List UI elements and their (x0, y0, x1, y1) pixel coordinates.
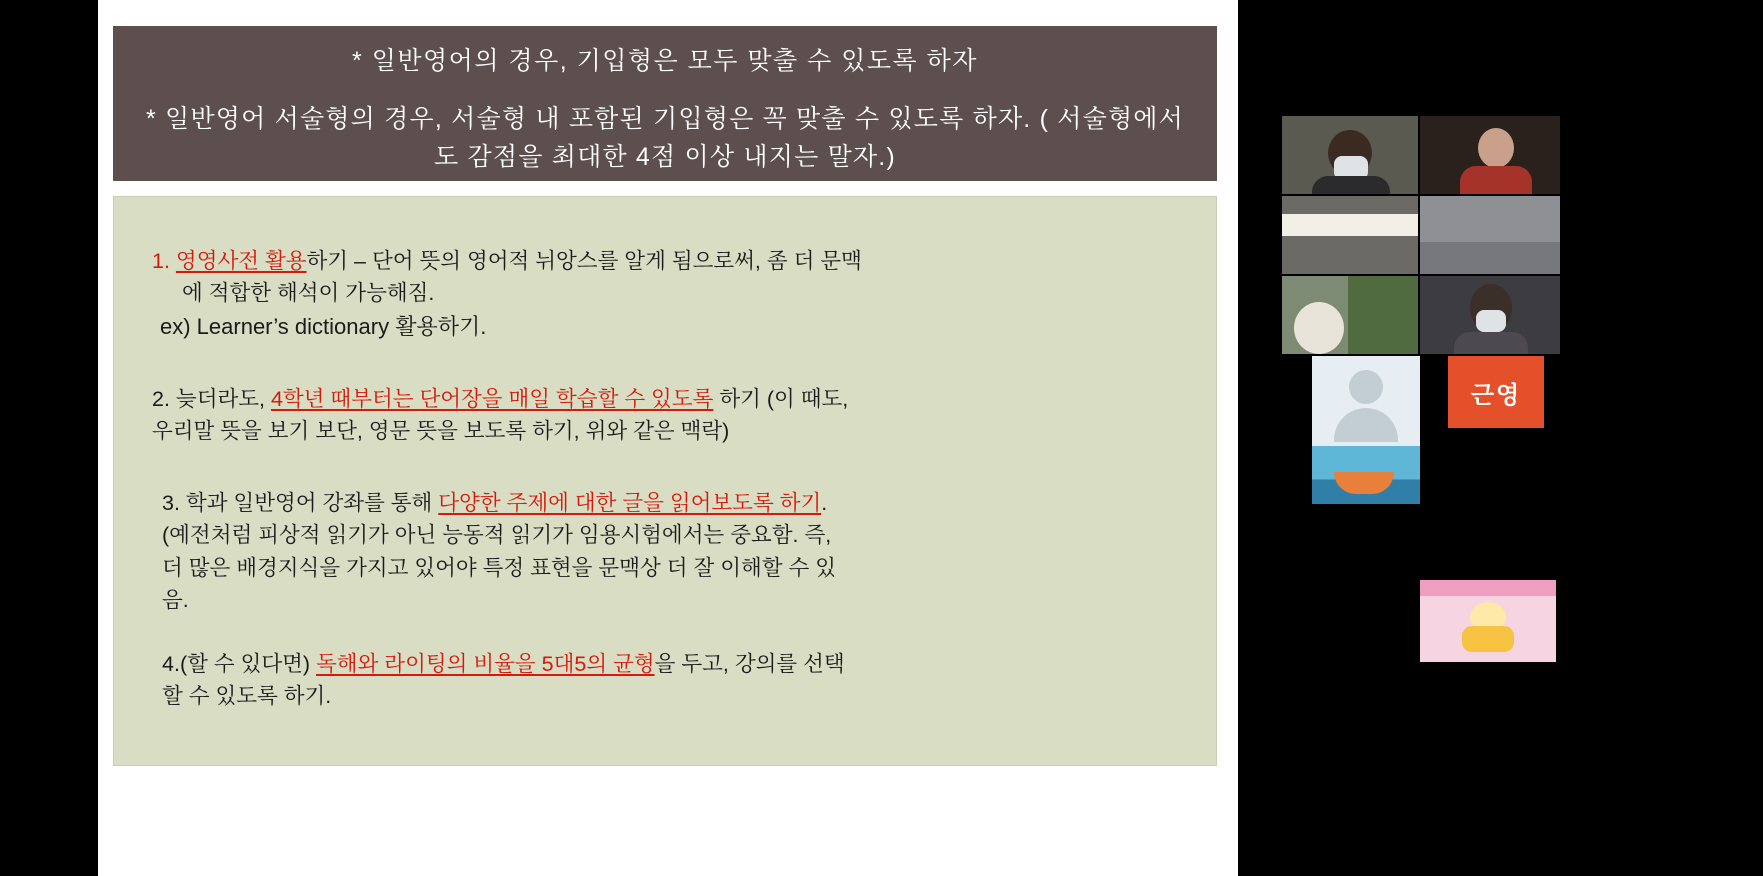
participant-tile-named[interactable] (1448, 356, 1544, 428)
item-3-continuation-2: 더 많은 배경지식을 가지고 있어야 특정 표현을 문맥상 더 잘 이해할 수 있 (162, 555, 836, 580)
item-3-highlight: 다양한 주제에 대한 글을 읽어보도록 하기 (438, 491, 822, 515)
item-2-rest: 하기 (이 때도, (713, 386, 849, 411)
item-1-rest: 하기 – 단어 뜻의 영어적 뉘앙스를 알게 됨으로써, 좀 더 문맥 (306, 249, 862, 273)
slide-header-line-2: * 일반영어 서술형의 경우, 서술형 내 포함된 기입형은 꼭 맞출 수 있도록 하자. ( 서술형에서도 감점을 최대한 4점 이상 내지는 말자.) (145, 105, 1185, 171)
avatar-photo (1312, 446, 1420, 504)
participant-tile[interactable] (1420, 276, 1560, 354)
item-2-number: 2. (152, 386, 170, 411)
item-4-rest: 을 두고, 강의를 선택 (654, 652, 845, 676)
participant-tile[interactable] (1282, 276, 1418, 354)
spacer-2 (152, 453, 1176, 487)
item-3-number: 3. (162, 491, 180, 515)
item-4-pre: (할 수 있다면) (179, 652, 317, 676)
participant-name-label: 근영 (1470, 381, 1522, 409)
shared-screen-region[interactable] (98, 0, 1238, 876)
slide-list-item-3 (152, 487, 1176, 616)
slide-list-item-1 (152, 245, 1176, 343)
item-1-number: 1. (152, 249, 170, 273)
item-1-highlight: 영영사전 활용 (175, 249, 307, 273)
participant-tile-sticker[interactable] (1420, 580, 1556, 662)
item-3-pre: 학과 일반영어 강좌를 통해 (185, 491, 439, 515)
item-1-example: ex) Learner’s dictionary 활용하기. (160, 313, 487, 339)
sticker-image (1420, 580, 1556, 662)
boat-shape (1334, 472, 1394, 494)
slide-list-item-4 (152, 648, 1176, 713)
spacer-3 (152, 622, 1176, 648)
avatar-head-icon (1349, 370, 1383, 404)
sticker-body-icon (1462, 626, 1514, 652)
slide-list-item-2 (152, 383, 1176, 448)
item-1-continuation: 에 적합한 해석이 가능해짐. (182, 281, 435, 306)
slide-body-panel (113, 196, 1217, 766)
slide-header-line-1: * 일반영어의 경우, 기입형은 모두 맞출 수 있도록 하자 (352, 47, 978, 75)
spacer-1 (152, 349, 1176, 383)
participant-tile-avatar[interactable] (1312, 356, 1420, 504)
item-3-rest: . (821, 491, 828, 515)
item-3-continuation-3: 음. (162, 587, 189, 612)
slide-header-banner (113, 26, 1217, 181)
presentation-slide (106, 8, 1230, 868)
item-2-pre: 늦더라도, (175, 386, 271, 411)
participant-tile[interactable] (1282, 196, 1418, 274)
item-4-continuation: 할 수 있도록 하기. (162, 684, 332, 709)
participant-tile[interactable] (1420, 116, 1560, 194)
participant-tile[interactable] (1282, 116, 1418, 194)
item-4-number: 4. (162, 652, 180, 676)
avatar-body-icon (1334, 408, 1398, 442)
item-3-continuation-1: (예전처럼 피상적 읽기가 아닌 능동적 읽기가 임용시험에서는 중요함. 즉, (162, 523, 832, 548)
avatar (1312, 356, 1420, 504)
item-4-highlight: 독해와 라이팅의 비율을 5대5의 균형 (316, 652, 655, 676)
participant-tile-strip (1280, 110, 1760, 770)
sticker-banner (1420, 580, 1556, 596)
item-2-continuation: 우리말 뜻을 보기 보단, 영문 뜻을 보도록 하기, 위와 같은 맥락) (152, 418, 730, 443)
item-2-highlight: 4학년 때부터는 단어장을 매일 학습할 수 있도록 (270, 386, 714, 411)
participant-tile[interactable] (1420, 196, 1560, 274)
